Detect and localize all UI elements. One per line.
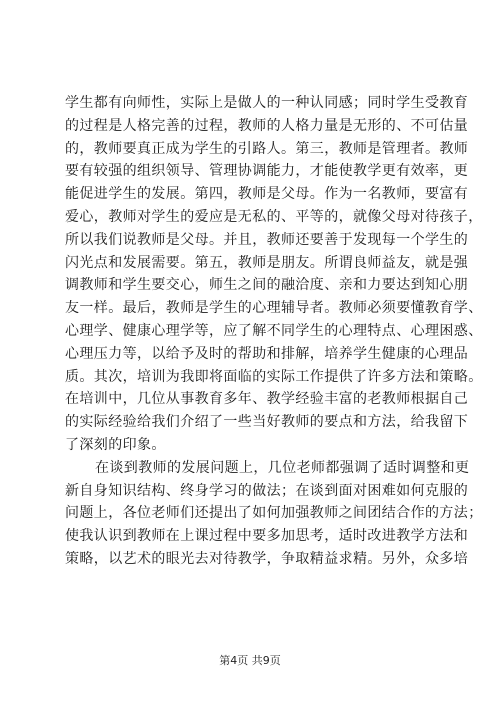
text-line: 调教师和学生要交心，师生之间的融洽度、亲和力要达到知心朋	[65, 277, 469, 294]
text-line: 的过程是人格完善的过程，教师的人格力量是无形的、不可估量	[65, 117, 469, 134]
text-line: 使我认识到教师在上课过程中要多加思考，适时改进教学方法和	[65, 528, 469, 545]
text-line: 的，教师要真正成为学生的引路人。第三，教师是管理者。教师	[65, 140, 469, 157]
text-line: 闪光点和发展需要。第五，教师是朋友。所谓良师益友，就是强	[65, 254, 469, 271]
text-line: 爱心，教师对学生的爱应是无私的、平等的，就像父母对待孩子，	[65, 208, 483, 225]
body-text	[65, 92, 483, 571]
text-line: 问题上，各位老师们还提出了如何加强教师之间团结合作的方法；	[65, 505, 483, 522]
text-line: 要有较强的组织领导、管理协调能力，才能使教学更有效率，更	[65, 163, 469, 180]
text-line: 学生都有向师性，实际上是做人的一种认同感；同时学生受教育	[65, 95, 469, 111]
text-line: 的实际经验给我们介绍了一些当好教师的要点和方法，给我留下	[65, 414, 469, 431]
text-line: 在谈到教师的发展问题上，几位老师都强调了适时调整和更	[95, 459, 470, 476]
text-line: 了深刻的印象。	[65, 436, 166, 453]
text-line: 能促进学生的发展。第四，教师是父母。作为一名教师，要富有	[65, 186, 469, 203]
text-line: 新自身知识结构、终身学习的做法；在谈到面对困难如何克服的	[65, 482, 469, 499]
text-line: 质。其次，培训为我即将面临的实际工作提供了许多方法和策略。	[65, 368, 483, 385]
page-footer	[0, 652, 500, 668]
text-line: 友一样。最后，教师是学生的心理辅导者。教师必须要懂教育学、	[65, 300, 483, 317]
page-number: 第4页 共9页	[219, 654, 281, 667]
text-line: 心理学、健康心理学等，应了解不同学生的心理特点、心理困惑、	[65, 322, 483, 339]
text-line: 心理压力等，以给予及时的帮助和排解，培养学生健康的心理品	[65, 345, 469, 362]
text-line: 策略，以艺术的眼光去对待教学，争取精益求精。另外，众多培	[65, 550, 469, 567]
text-line: 所以我们说教师是父母。并且，教师还要善于发现每一个学生的	[65, 231, 469, 248]
text-line: 在培训中，几位从事教育多年、教学经验丰富的老教师根据自己	[65, 391, 469, 408]
